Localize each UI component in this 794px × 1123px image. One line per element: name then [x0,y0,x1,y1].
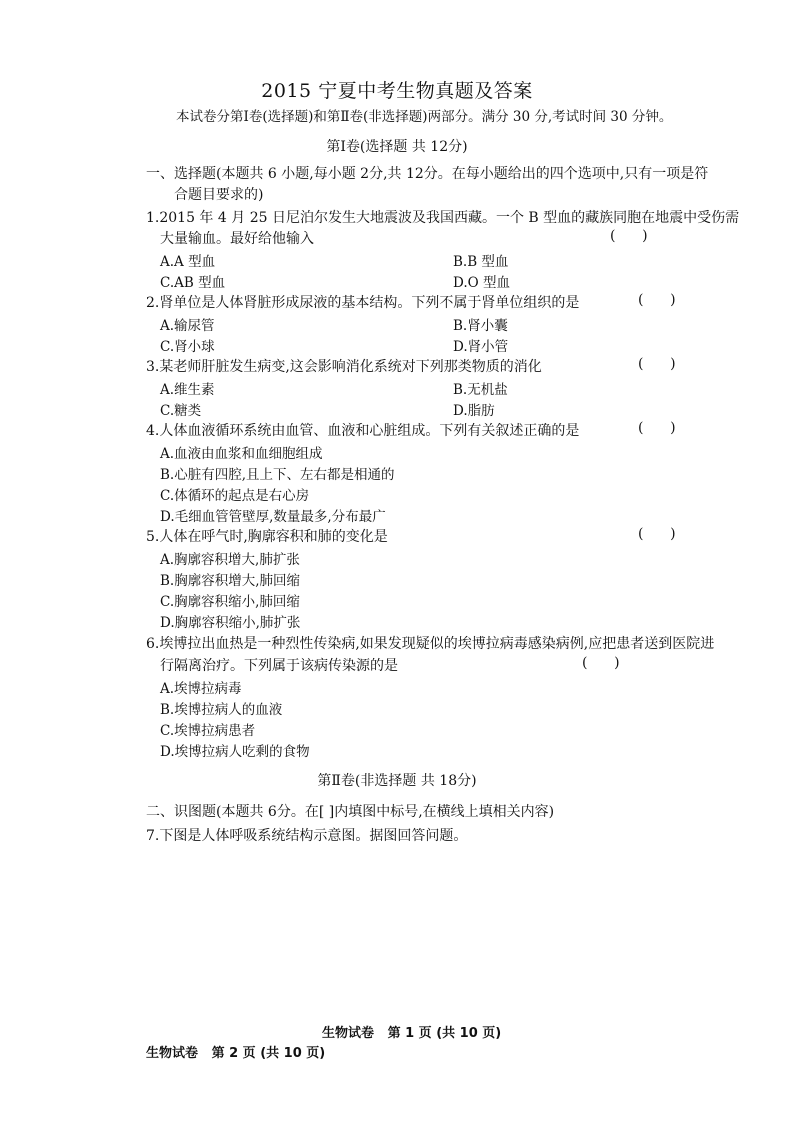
q6-option-a: A.埃博拉病毒 [160,681,242,697]
q4-stem: 4.人体血液循环系统由血管、血液和心脏组成。下列有关叙述正确的是 [146,423,580,439]
q6-stem-line1: 6.埃博拉出血热是一种烈性传染病,如果发现疑似的埃博拉病毒感染病例,应把患者送到医院进 [146,636,715,652]
q2-option-a: A.输尿管 [160,318,215,334]
section2-instruction: 二、识图题(本题共 6分。在[ ]内填图中标号,在横线上填相关内容) [146,804,555,820]
q6-option-b: B.埃博拉病人的血液 [160,702,283,718]
footer-page-2: 生物试卷 第 2 页 (共 10 页) [146,1046,326,1061]
q6-answer-blank: ( ) [582,655,620,671]
q5-option-d: D.胸廓容积缩小,肺扩张 [160,615,301,631]
q3-option-d: D.脂肪 [453,403,495,419]
q1-option-d: D.O 型血 [453,275,510,291]
q2-option-b: B.肾小囊 [453,318,508,334]
q4-option-c: C.体循环的起点是右心房 [160,488,310,504]
section1-instruction-line1: 一、选择题(本题共 6 小题,每小题 2分,共 12分。在每小题给出的四个选项中,只有一项是符 [146,166,709,182]
q4-option-d: D.毛细血管管壁厚,数量最多,分布最广 [160,509,386,525]
q2-option-c: C.肾小球 [160,339,215,355]
q1-stem-line1: 1.2015 年 4 月 25 日尼泊尔发生大地震波及我国西藏。一个 B 型血的藏族同胞在地震中受伤需 [146,210,740,226]
q2-option-d: D.肾小管 [453,339,509,355]
q2-answer-blank: ( ) [638,292,676,308]
q6-option-c: C.埃博拉病患者 [160,723,256,739]
q4-option-b: B.心脏有四腔,且上下、左右都是相通的 [160,467,395,483]
q5-option-c: C.胸廓容积缩小,肺回缩 [160,594,300,610]
q5-option-a: A.胸廓容积增大,肺扩张 [160,552,300,568]
exam-intro: 本试卷分第Ⅰ卷(选择题)和第Ⅱ卷(非选择题)两部分。满分 30 分,考试时间 30 分钟。 [176,109,673,125]
q1-option-a: A.A 型血 [160,254,216,270]
q5-answer-blank: ( ) [638,526,676,542]
q1-option-b: B.B 型血 [453,254,509,270]
q4-option-a: A.血液由血浆和血细胞组成 [160,446,323,462]
section1-instruction-line2: 合题目要求的) [174,187,264,203]
q5-stem: 5.人体在呼气时,胸廓容积和肺的变化是 [146,529,388,545]
q3-option-b: B.无机盐 [453,382,508,398]
q1-option-c: C.AB 型血 [160,275,226,291]
q3-answer-blank: ( ) [638,356,676,372]
q7-stem: 7.下图是人体呼吸系统结构示意图。据图回答问题。 [146,828,468,844]
exam-title: 2015 宁夏中考生物真题及答案 [261,80,533,102]
part1-heading: 第Ⅰ卷(选择题 共 12分) [326,139,468,155]
q1-answer-blank: ( ) [610,228,648,244]
q6-option-d: D.埃博拉病人吃剩的食物 [160,744,310,760]
q3-stem: 3.某老师肝脏发生病变,这会影响消化系统对下列那类物质的消化 [146,359,542,375]
part2-heading: 第Ⅱ卷(非选择题 共 18分) [317,773,477,789]
q1-stem-line2: 大量输血。最好给他输入 [160,231,314,247]
q4-answer-blank: ( ) [638,420,676,436]
q3-option-a: A.维生素 [160,382,215,398]
q6-stem-line2: 行隔离治疗。下列属于该病传染源的是 [160,658,398,674]
q2-stem: 2.肾单位是人体肾脏形成尿液的基本结构。下列不属于肾单位组织的是 [146,295,580,311]
footer-page-1: 生物试卷 第 1 页 (共 10 页) [322,1026,502,1041]
q5-option-b: B.胸廓容积增大,肺回缩 [160,573,301,589]
q3-option-c: C.糖类 [160,403,202,419]
